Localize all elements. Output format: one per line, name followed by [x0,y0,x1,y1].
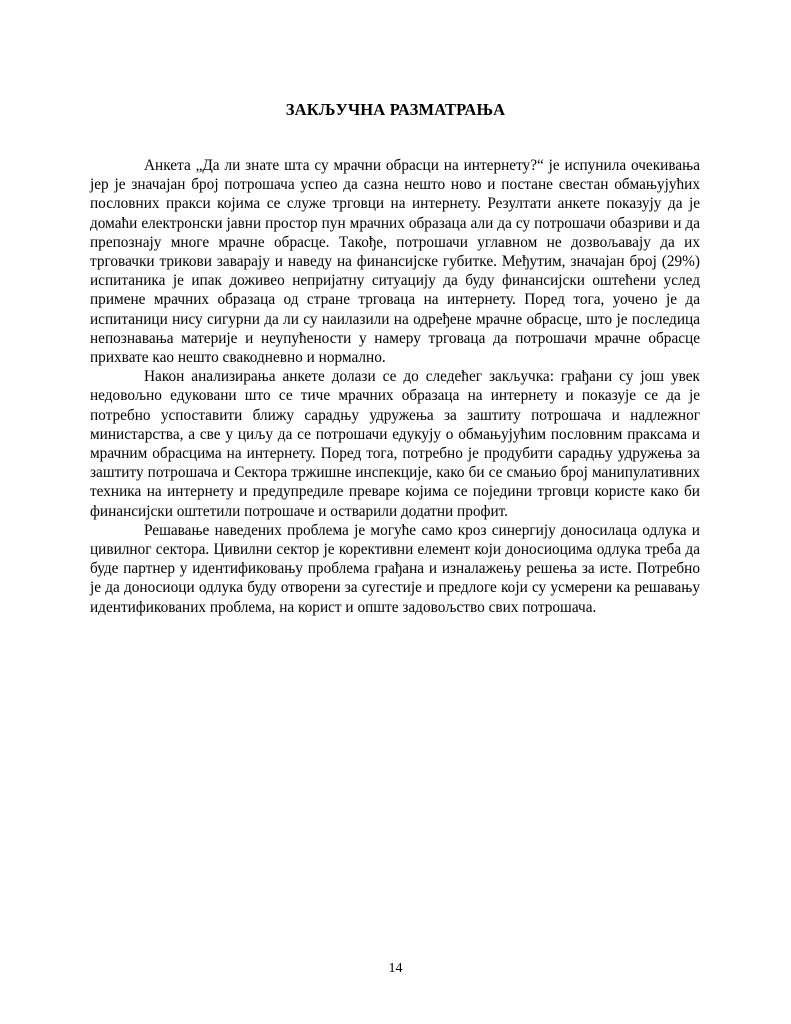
section-heading: ЗАКЉУЧНА РАЗМАТРАЊА [285,100,506,119]
paragraph: Анкета „Да ли знате шта су мрачни обрасци на интернету?“ је испунила очекивања јер је значајан број потрошача успео да сазна нешто ново и постане свестан обмањујућих пословних пракси којима се служе трговци на интернету. Резултати анкете показују да је домаћи електронски јавни простор пун мрачних образаца али да су потрошачи обазриви и да препознају многе мрачне обрасце. Такође, потрошачи углавном не дозвољавају да их трговачки трикови заварају и наведу на финансијске губитке. Међутим, значајан број (29%) испитаника је ипак доживео непријатну ситуацију да буду финансијски оштећени услед примене мрачних образаца од стране трговаца на интернету. Поред тога, уочено је да испитаници нису сигурни да ли су наилазили на одређене мрачне обрасце, што је последица непознавања материје и неупућености у намеру трговаца да потрошачи мрачне обрасце прихвате као нешто свакодневно и нормално. [90,157,700,367]
paragraph: Решавање наведених проблема је могуће само кроз синергију доносилаца одлука и цивилног сектора. Цивилни сектор је корективни елемент који доносиоцима одлука треба да буде партнер у идентификовању проблема грађана и изналажењу решења за исте. Потребно је да доносиоци одлука буду отворени за сугестије и предлоге који су усмерени ка решавању идентификованих проблема, на корист и опште задовољство свих потрошача. [90,521,700,616]
page-number: 14 [388,961,403,976]
body-text [90,156,700,617]
paragraph: Након анализирања анкете долази се до следећег закључка: грађани су још увек недовољно едуковани што се тиче мрачних образаца на интернету и показује се да је потребно успоставити ближу сарадњу удружења за заштиту потрошача и надлежног министарства, а све у циљу да се потрошачи едукују о обмањујућим пословним праксама и мрачним обрасцима на интернету. Поред тога, потребно је продубити сарадњу удружења за заштиту потрошача и Сектора тржишне инспекције, како би се смањио број манипулативних техника на интернету и предупредиле преваре којима се поједини трговци користе како би финансијски оштетили потрошаче и остварили додатни профит. [90,368,700,520]
